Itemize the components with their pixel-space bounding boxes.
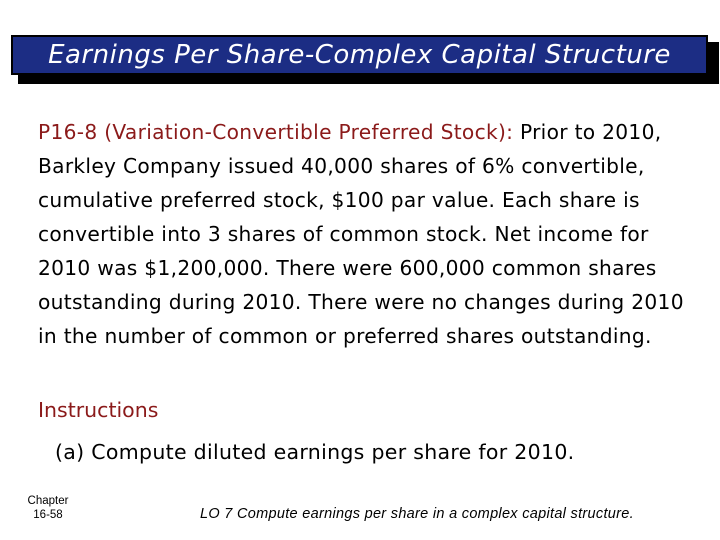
problem-heading: P16-8 (Variation-Convertible Preferred Stock): — [38, 120, 514, 144]
title-bar — [11, 35, 708, 75]
chapter-text: Chapter — [27, 495, 69, 507]
slide-title: Earnings Per Share-Complex Capital Structure — [48, 40, 671, 70]
instructions-heading: Instructions — [38, 398, 159, 422]
chapter-page: 16-58 — [33, 509, 63, 521]
problem-body: Prior to 2010, Barkley Company issued 40,000 shares of 6% convertible, cumulative preferred stock, $100 par value. Each share is convertible into 3 shares of common stock. Net income for 2010 was $1,200,000. There were 600,000 common shares outstanding during 2010. There were no changes during 2010 in the number of common or preferred shares outstanding. — [38, 120, 684, 348]
instruction-a: (a) Compute diluted earnings per share for 2010. — [55, 440, 575, 464]
problem-statement — [38, 115, 698, 353]
learning-objective: LO 7 Compute earnings per share in a complex capital structure. — [200, 506, 634, 522]
chapter-label — [16, 494, 80, 522]
